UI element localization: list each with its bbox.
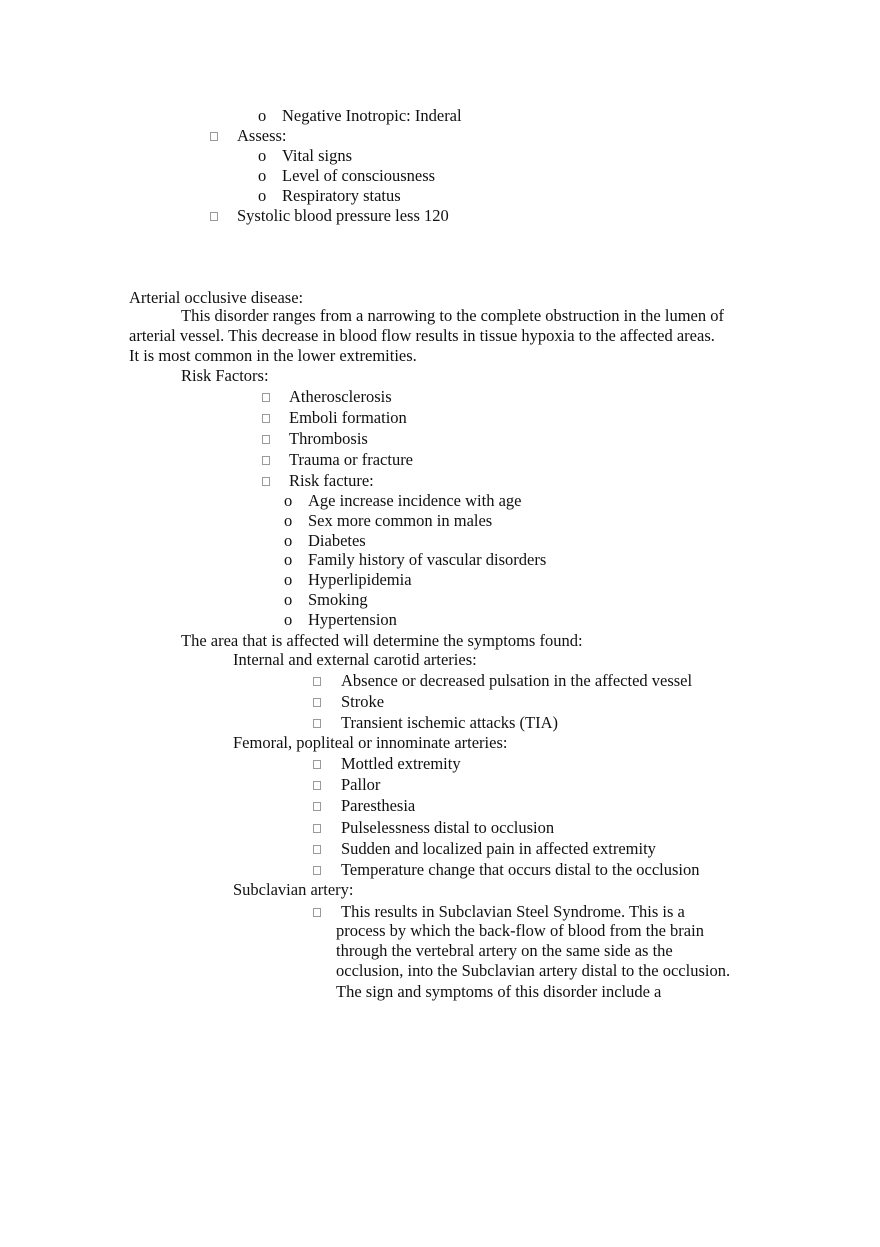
bullet-box [262,414,270,423]
paragraph-line: through the vertebral artery on the same side as the [336,941,673,960]
bullet-box [210,212,218,221]
bullet-circle: o [258,166,267,185]
bullet-circle: o [284,590,293,609]
paragraph-line: The sign and symptoms of this disorder include a [336,982,662,1001]
bullet-circle: o [258,106,267,125]
bullet-circle: o [284,570,293,589]
list-item: Age increase incidence with age [308,491,522,510]
list-item: Sex more common in males [308,511,493,530]
bullet-box [262,393,270,402]
bullet-box [313,698,321,707]
paragraph-line: It is most common in the lower extremities. [129,346,417,365]
bullet-circle: o [284,511,293,530]
paragraph-line: arterial vessel. This decrease in blood flow results in tissue hypoxia to the affected areas. [129,326,715,345]
list-item: Stroke [341,692,385,711]
list-item: Vital signs [282,146,353,165]
list-item: Mottled extremity [341,754,461,773]
list-item: Hyperlipidemia [308,570,412,589]
bullet-box [313,866,321,875]
list-item: Negative Inotropic: Inderal [282,106,462,125]
bullet-circle: o [284,610,293,629]
list-item: Thrombosis [289,429,368,448]
list-item: Diabetes [308,531,366,550]
bullet-box [262,477,270,486]
list-item: Level of consciousness [282,166,436,185]
list-item: Sudden and localized pain in affected extremity [341,839,656,858]
list-item: Paresthesia [341,796,416,815]
list-item: Hypertension [308,610,397,629]
list-item: Trauma or fracture [289,450,414,469]
list-item: Systolic blood pressure less 120 [237,206,449,225]
bullet-box [313,802,321,811]
subheading: Internal and external carotid arteries: [233,650,477,669]
list-item: Pallor [341,775,381,794]
list-item: Risk facture: [289,471,374,490]
section-heading: Arterial occlusive disease: [129,288,304,307]
list-item: Assess: [237,126,287,145]
bullet-box [313,824,321,833]
bullet-box [313,677,321,686]
list-item: Respiratory status [282,186,401,205]
list-item: Absence or decreased pulsation in the affected vessel [341,671,693,690]
paragraph-line: occlusion, into the Subclavian artery distal to the occlusion. [336,961,731,980]
paragraph-line: process by which the back-flow of blood from the brain [336,921,704,940]
bullet-circle: o [258,146,267,165]
bullet-circle: o [284,550,293,569]
bullet-box [313,845,321,854]
list-item: Pulselessness distal to occlusion [341,818,555,837]
list-item: Transient ischemic attacks (TIA) [341,713,559,732]
subheading: Risk Factors: [181,366,269,385]
list-item: Emboli formation [289,408,407,427]
bullet-box [262,456,270,465]
list-item: Family history of vascular disorders [308,550,547,569]
subheading: The area that is affected will determine the symptoms found: [181,631,583,650]
list-item: Atherosclerosis [289,387,392,406]
paragraph-line: This disorder ranges from a narrowing to the complete obstruction in the lumen of [181,306,724,325]
list-item: Temperature change that occurs distal to the occlusion [341,860,700,879]
bullet-box [210,132,218,141]
bullet-box [262,435,270,444]
bullet-box [313,781,321,790]
subheading: Femoral, popliteal or innominate arteries: [233,733,508,752]
list-item: Smoking [308,590,368,609]
subheading: Subclavian artery: [233,880,354,899]
bullet-box [313,760,321,769]
bullet-circle: o [284,491,293,510]
bullet-box [313,908,321,917]
paragraph-line: This results in Subclavian Steel Syndrome. This is a [341,902,685,921]
bullet-circle: o [258,186,267,205]
bullet-circle: o [284,531,293,550]
bullet-box [313,719,321,728]
